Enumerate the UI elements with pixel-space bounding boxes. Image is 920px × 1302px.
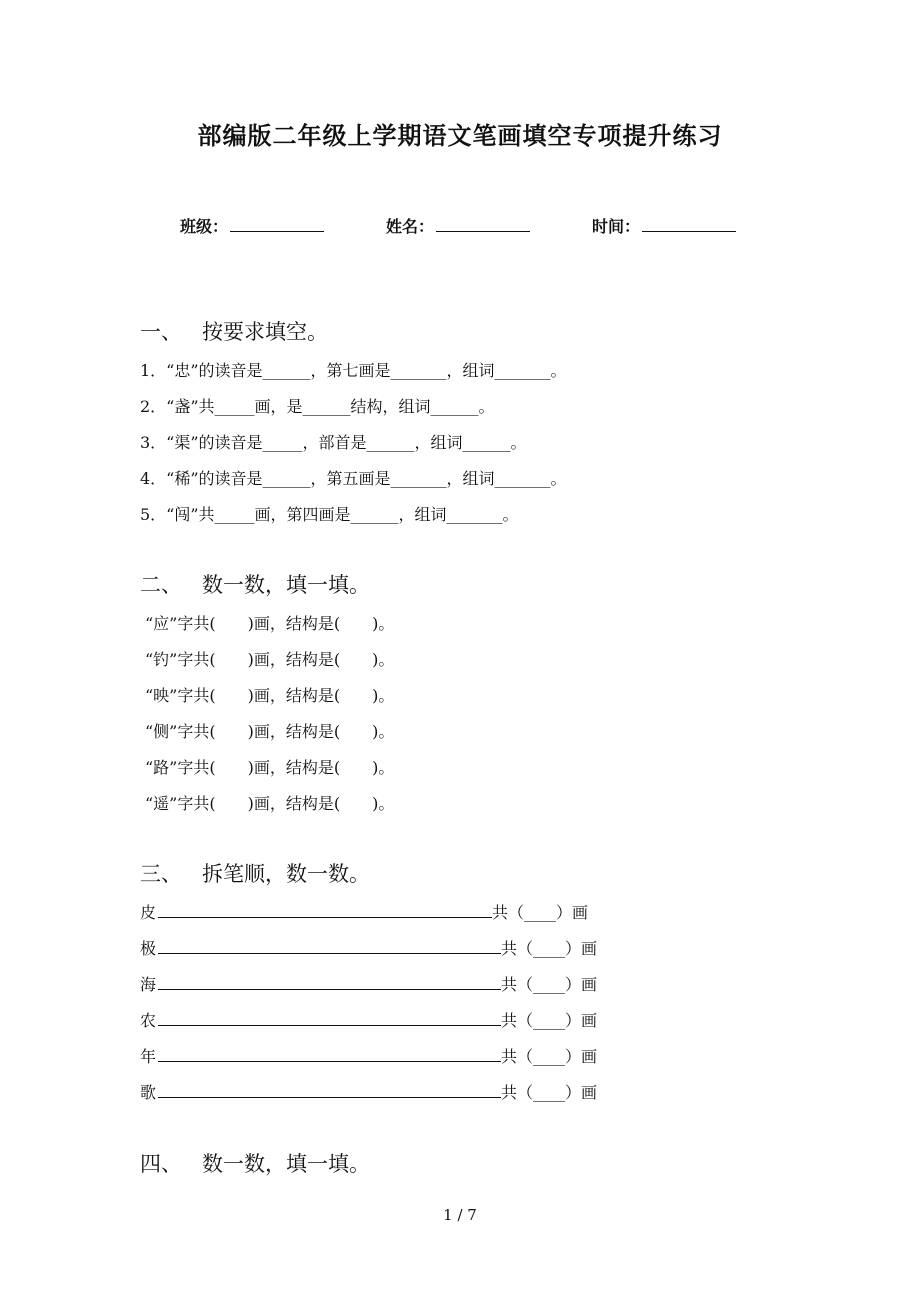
stroke-order-row [140, 1083, 597, 1103]
stroke-count: 共（____）画 [501, 975, 598, 994]
stroke-count: 共（____）画 [501, 1047, 598, 1066]
stroke-blank[interactable] [158, 903, 492, 918]
class-blank[interactable] [230, 215, 324, 232]
question-item: “应”字共( )画，结构是( )。 [145, 614, 395, 633]
question-item: “钓”字共( )画，结构是( )。 [145, 650, 395, 669]
question-item: “侧”字共( )画，结构是( )。 [145, 722, 395, 741]
section-3-heading [140, 858, 370, 888]
section-number: 二、 [140, 573, 182, 597]
question-item: 3．“渠”的读音是_____，部首是______，组词______。 [140, 433, 527, 452]
section-number: 三、 [140, 862, 182, 886]
stroke-blank[interactable] [158, 939, 501, 954]
question-item: “映”字共( )画，结构是( )。 [145, 686, 395, 705]
section-title: 数一数，填一填。 [202, 1152, 370, 1176]
section-4-heading [140, 1148, 370, 1178]
section-title: 拆笔顺，数一数。 [202, 862, 370, 886]
stroke-char: 歌 [140, 1083, 157, 1102]
section-title: 按要求填空。 [202, 320, 328, 344]
section-number: 四、 [140, 1152, 182, 1176]
stroke-char: 农 [140, 1011, 157, 1030]
stroke-order-row [140, 1047, 597, 1067]
question-item: 2．“盏”共_____画，是______结构，组词______。 [140, 397, 495, 416]
question-item: 5．“闯”共_____画，第四画是______，组词_______。 [140, 505, 519, 524]
stroke-blank[interactable] [158, 975, 501, 990]
time-blank[interactable] [642, 215, 736, 232]
class-label: 班级： [180, 217, 229, 236]
name-field[interactable] [386, 214, 530, 237]
class-field[interactable] [180, 214, 324, 237]
name-blank[interactable] [436, 215, 530, 232]
question-item: “遥”字共( )画，结构是( )。 [145, 794, 395, 813]
stroke-order-row [140, 903, 588, 923]
stroke-blank[interactable] [158, 1011, 501, 1026]
stroke-order-row [140, 975, 597, 995]
section-number: 一、 [140, 320, 182, 344]
question-item: “路”字共( )画，结构是( )。 [145, 758, 395, 777]
stroke-order-row [140, 939, 597, 959]
name-label: 姓名： [386, 217, 435, 236]
stroke-order-row [140, 1011, 597, 1031]
stroke-char: 极 [140, 939, 157, 958]
page-title: 部编版二年级上学期语文笔画填空专项提升练习 [197, 122, 723, 150]
question-item: 1．“忠”的读音是______，第七画是_______，组词_______。 [140, 361, 567, 380]
section-2-heading [140, 569, 370, 599]
stroke-count: 共（____）画 [492, 903, 589, 922]
time-label: 时间： [592, 217, 641, 236]
section-1-heading [140, 316, 328, 346]
stroke-count: 共（____）画 [501, 1011, 598, 1030]
stroke-char: 皮 [140, 903, 157, 922]
question-item: 4．“稀”的读音是______，第五画是_______，组词_______。 [140, 469, 567, 488]
stroke-char: 海 [140, 975, 157, 994]
stroke-char: 年 [140, 1047, 157, 1066]
time-field[interactable] [592, 214, 736, 237]
stroke-blank[interactable] [158, 1083, 501, 1098]
page-number: 1 / 7 [443, 1206, 477, 1224]
stroke-count: 共（____）画 [501, 939, 598, 958]
section-title: 数一数，填一填。 [202, 573, 370, 597]
stroke-count: 共（____）画 [501, 1083, 598, 1102]
stroke-blank[interactable] [158, 1047, 501, 1062]
